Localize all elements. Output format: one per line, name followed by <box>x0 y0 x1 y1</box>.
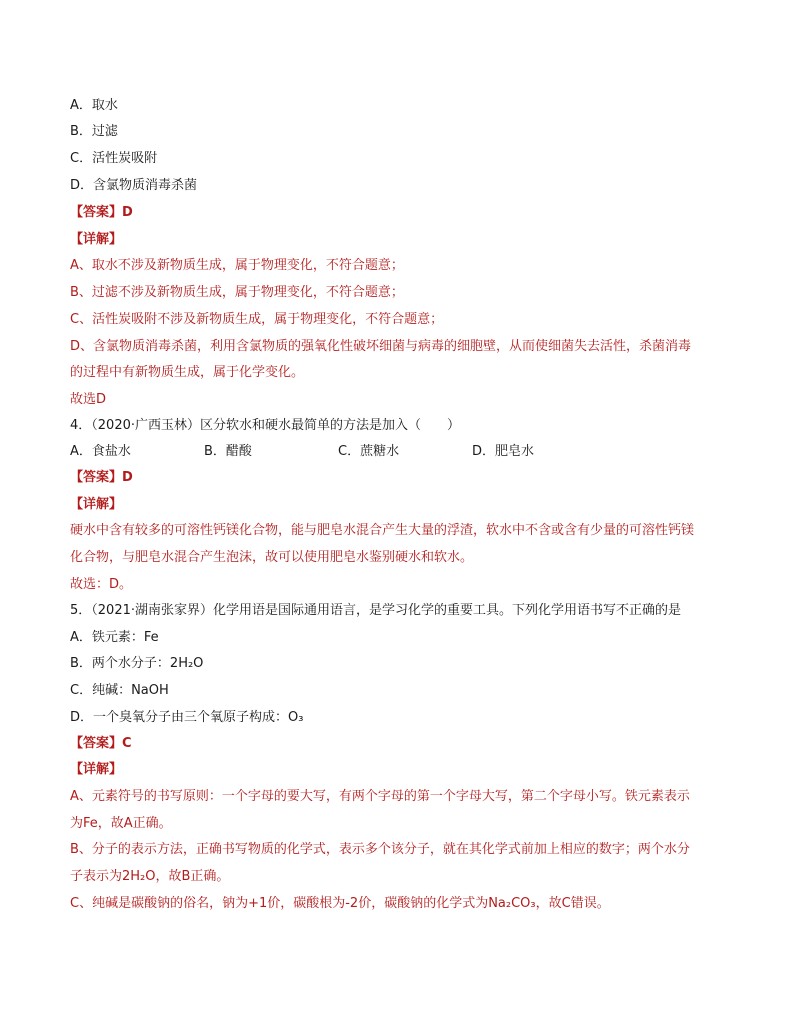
q3-option-a: A．取水 <box>70 98 118 113</box>
q4-option-c: C．蔗糖水 <box>338 444 400 459</box>
q5-option-b: B．两个水分子：2H₂O <box>70 656 204 671</box>
q5-detail-line: 为Fe，故A正确。 <box>70 816 172 831</box>
q4-detail-label: 【详解】 <box>70 497 123 512</box>
q4-option-b: B．醋酸 <box>204 444 252 459</box>
q3-option-c: C．活性炭吸附 <box>70 151 158 166</box>
q3-detail-line: 的过程中有新物质生成，属于化学变化。 <box>70 365 305 380</box>
q5-detail-label: 【详解】 <box>70 762 123 777</box>
q4-option-d: D．肥皂水 <box>472 444 535 459</box>
q3-answer: 【答案】D <box>70 205 133 220</box>
q5-option-c: C．纯碱：NaOH <box>70 683 169 698</box>
q3-detail-label: 【详解】 <box>70 232 123 247</box>
q4-options-row <box>70 440 730 458</box>
q4-option-a: A．食盐水 <box>70 444 131 459</box>
q5-answer: 【答案】C <box>70 736 132 751</box>
q4-answer: 【答案】D <box>70 470 133 485</box>
q4-detail-line: 硬水中含有较多的可溶性钙镁化合物，能与肥皂水混合产生大量的浮渣，软水中不含或含有少量的可溶性钙镁 <box>70 523 695 538</box>
q3-detail-line: D、含氯物质消毒杀菌，利用含氯物质的强氧化性破坏细菌与病毒的细胞壁，从而使细菌失去活性，杀菌消毒 <box>70 339 692 354</box>
q4-select: 故选：D。 <box>70 577 133 592</box>
q3-detail-line: A、取水不涉及新物质生成，属于物理变化，不符合题意； <box>70 258 404 273</box>
q4-detail-line: 化合物，与肥皂水混合产生泡沫，故可以使用肥皂水鉴别硬水和软水。 <box>70 550 474 565</box>
q5-option-d: D．一个臭氧分子由三个氧原子构成：O₃ <box>70 710 304 725</box>
q5-option-a: A．铁元素：Fe <box>70 630 159 645</box>
q4-stem: 4．（2020·广西玉林）区分软水和硬水最简单的方法是加入（ ） <box>70 418 460 433</box>
q3-detail-line: B、过滤不涉及新物质生成，属于物理变化，不符合题意； <box>70 285 404 300</box>
q5-detail-line: A、元素符号的书写原则：一个字母的要大写，有两个字母的第一个字母大写，第二个字母小写。铁元素表示 <box>70 789 690 804</box>
q5-stem: 5．（2021·湖南张家界）化学用语是国际通用语言，是学习化学的重要工具。下列化学用语书写不正确的是 <box>70 603 681 618</box>
q3-option-b: B．过滤 <box>70 124 118 139</box>
q5-detail-line: 子表示为2H₂O，故B正确。 <box>70 869 230 884</box>
q3-option-d: D．含氯物质消毒杀菌 <box>70 178 198 193</box>
q5-detail-line: B、分子的表示方法，正确书写物质的化学式，表示多个该分子，就在其化学式前加上相应的数字；两个水分 <box>70 842 690 857</box>
q3-select: 故选D <box>70 392 107 407</box>
q3-detail-line: C、活性炭吸附不涉及新物质生成，属于物理变化，不符合题意； <box>70 312 444 327</box>
q5-detail-line: C、纯碱是碳酸钠的俗名，钠为+1价，碳酸根为-2价，碳酸钠的化学式为Na₂CO₃，故C错误。 <box>70 896 610 911</box>
